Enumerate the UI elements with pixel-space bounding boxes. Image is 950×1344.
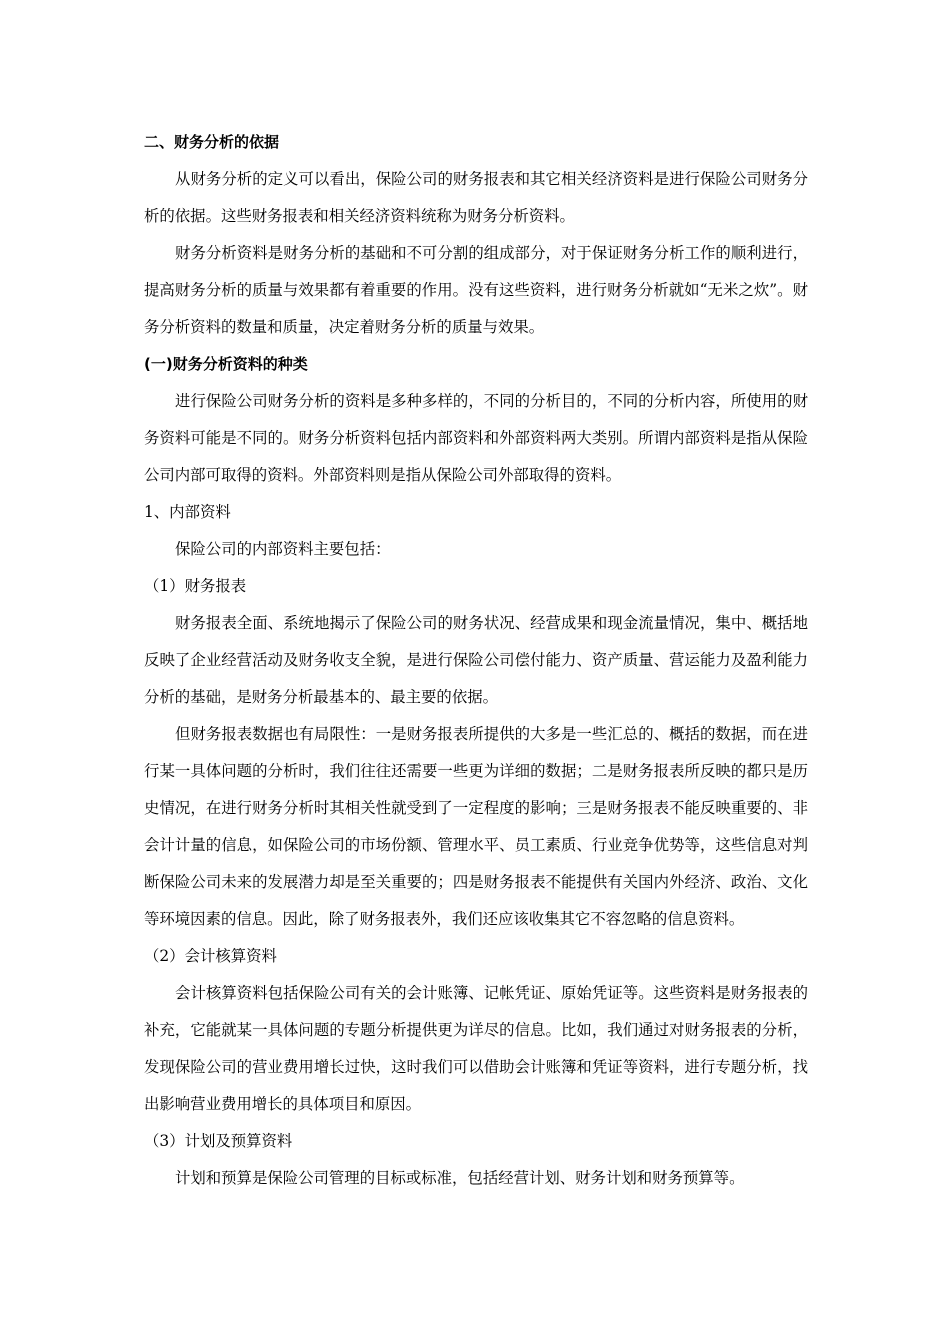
subsection-heading: (一)财务分析资料的种类 — [144, 355, 308, 373]
item-heading-accounting-records: （2）会计核算资料 — [144, 947, 277, 965]
item-heading-financial-statements: （1）财务报表 — [144, 577, 247, 595]
paragraph: 但财务报表数据也有局限性：一是财务报表所提供的大多是一些汇总的、概括的数据，而在进行某一具体问题的分析时，我们往往还需要一些更为详细的数据；二是财务报表所反映的都只是历史情况，在进行财务分析时其相关性就受到了一定程度的影响；三是财务报表不能反映重要的、非会计计量的信息，如保险公司的市场份额、管理水平、员工素质、行业竞争优势等，这些信息对判断保险公司未来的发展潜力却是至关重要的；四是财务报表不能提供有关国内外经济、政治、文化等环境因素的信息。因此，除了财务报表外，我们还应该收集其它不容忽略的信息资料。 — [144, 725, 808, 928]
item-heading-plans-budgets: （3）计划及预算资料 — [144, 1132, 293, 1150]
paragraph: 财务报表全面、系统地揭示了保险公司的财务状况、经营成果和现金流量情况，集中、概括地反映了企业经营活动及财务收支全貌，是进行保险公司偿付能力、资产质量、营运能力及盈利能力分析的基础，是财务分析最基本的、最主要的依据。 — [144, 614, 808, 706]
item-heading-internal: 1、内部资料 — [144, 503, 231, 521]
paragraph: 计划和预算是保险公司管理的目标或标准，包括经营计划、财务计划和财务预算等。 — [175, 1169, 745, 1187]
paragraph: 进行保险公司财务分析的资料是多种多样的，不同的分析目的，不同的分析内容，所使用的财务资料可能是不同的。财务分析资料包括内部资料和外部资料两大类别。所谓内部资料是指从保险公司内部可取得的资料。外部资料则是指从保险公司外部取得的资料。 — [144, 392, 808, 484]
paragraph: 从财务分析的定义可以看出，保险公司的财务报表和其它相关经济资料是进行保险公司财务分析的依据。这些财务报表和相关经济资料统称为财务分析资料。 — [144, 170, 808, 225]
paragraph: 保险公司的内部资料主要包括： — [175, 540, 391, 558]
document-page — [144, 124, 808, 1197]
section-heading: 二、财务分析的依据 — [144, 133, 280, 151]
paragraph: 会计核算资料包括保险公司有关的会计账簿、记帐凭证、原始凭证等。这些资料是财务报表的补充，它能就某一具体问题的专题分析提供更为详尽的信息。比如，我们通过对财务报表的分析，发现保险公司的营业费用增长过快，这时我们可以借助会计账簿和凭证等资料，进行专题分析，找出影响营业费用增长的具体项目和原因。 — [144, 984, 808, 1113]
paragraph: 财务分析资料是财务分析的基础和不可分割的组成部分，对于保证财务分析工作的顺利进行，提高财务分析的质量与效果都有着重要的作用。没有这些资料，进行财务分析就如“无米之炊”。财务分析资料的数量和质量，决定着财务分析的质量与效果。 — [144, 244, 808, 336]
